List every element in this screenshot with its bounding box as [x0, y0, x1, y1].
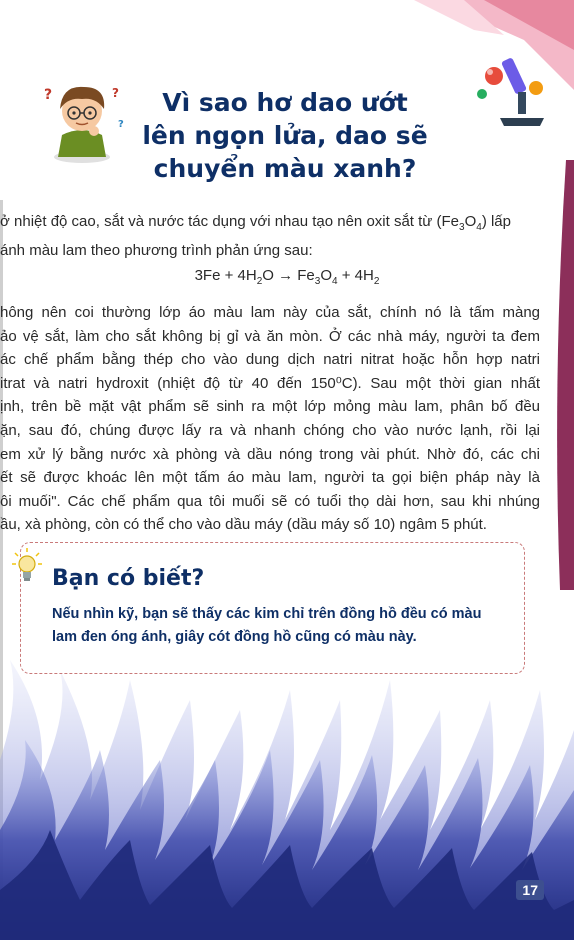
body-paragraph	[0, 301, 540, 537]
svg-text:?: ?	[118, 119, 124, 130]
tip-text	[52, 603, 492, 649]
body-line: ác chế phẩm bằng thép cho vào dung dịch natri nitrat hoặc hỗn hợp natri	[0, 351, 540, 369]
body-line: em xử lý bằng nước xà phòng và dầu nóng trong vài phút. Nhờ đó, các chi	[0, 445, 540, 463]
page-edge-ribbon	[552, 160, 574, 590]
tip-line-1: Nếu nhìn kỹ, bạn sẽ thấy các kim chỉ trên đồng hồ đều có màu	[52, 606, 482, 622]
body-line: ặn, sau đó, chúng được lấy ra và nhanh chóng cho vào nước lạnh, rồi lại	[0, 421, 540, 439]
equation-sub-4: 2	[373, 276, 380, 287]
equation-part-2: O → Fe	[262, 267, 315, 284]
microscope-icon	[470, 48, 560, 138]
svg-text:?: ?	[112, 86, 119, 100]
equation-sub-2: 3	[314, 276, 321, 287]
body-line: ảo vệ sắt, làm cho sắt không bị gỉ và ăn mòn. Ở các nhà máy, người ta đem	[0, 327, 540, 345]
intro-text-a: ở nhiệt độ cao, sắt và nước tác dụng với nhau tạo nên oxit sắt từ (Fe	[0, 213, 460, 230]
equation-sub-1: 2	[256, 276, 263, 287]
thinking-kid-icon	[30, 75, 140, 165]
equation-part-3: O	[320, 267, 333, 284]
body-line: hông nên coi thường lớp áo màu lam này của sắt, chính nó là tấm màng	[0, 304, 540, 321]
tip-heading: Bạn có biết?	[52, 566, 205, 591]
blue-flames-icon	[0, 640, 574, 940]
chemical-equation	[0, 265, 574, 293]
page-number: 17	[516, 880, 544, 900]
intro-paragraph	[0, 210, 540, 262]
intro-text-c: ) lấp	[481, 213, 511, 230]
body-line: ết sẽ được khoác lên một tấm áo màu lam, người ta gọi biện pháp này là	[0, 469, 540, 487]
body-line: ịnh, trên bề mặt vật phẩm sẽ sinh ra một lớp mỏng màu lam, phân bố đều	[0, 398, 540, 416]
body-line: ầu, xà phòng, còn có thể cho vào dầu máy (dầu máy số 10) ngâm 5 phút.	[0, 516, 487, 534]
title-line-1: Vì sao hơ dao ướt	[162, 88, 408, 117]
intro-subscript-b: 4	[476, 222, 482, 233]
equation-sub-3: 4	[332, 276, 338, 287]
svg-text:?: ?	[44, 87, 53, 103]
intro-line-1	[0, 210, 540, 239]
intro-text-b: O	[464, 213, 477, 230]
intro-subscript-a: 3	[459, 222, 465, 233]
body-line: ôi muối". Các chế phẩm qua tôi muối sẽ có tuổi thọ dài hơn, sau khi nhúng	[0, 492, 540, 510]
title-line-2: lên ngọn lửa, dao sẽ	[142, 121, 428, 150]
lightbulb-icon	[12, 548, 42, 584]
equation-part-1: 3Fe + 4H	[194, 267, 257, 284]
equation-part-4: + 4H	[337, 267, 374, 284]
body-line: itrat và natri hydroxit (nhiệt độ từ 40 đến 150⁰C). Sau một thời gian nhất	[0, 374, 540, 392]
intro-line-2: ánh màu lam theo phương trình phản ứng sau:	[0, 242, 313, 259]
page-title	[140, 86, 430, 185]
tip-line-2: lam đen óng ánh, giây cót đồng hồ cũng có màu này.	[52, 629, 417, 645]
title-line-3: chuyển màu xanh?	[153, 154, 417, 183]
